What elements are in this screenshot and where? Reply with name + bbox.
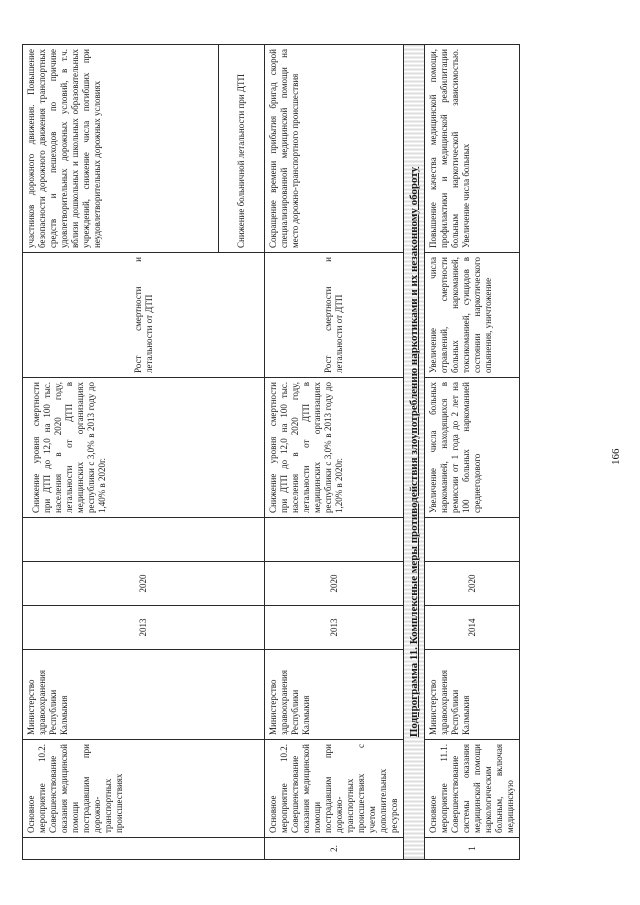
table-row: [265, 45, 404, 860]
cell-executor: Министерство здравоохранения Республики Калмыкия: [425, 650, 520, 740]
cell-indicators: участников дорожного движения. Повышение безопасности дорожного движения транспортных средств и пешеходов по причине удовлетворительных дорожных условий, в т.ч. вблизи дошкольных и школьных образовательных учреждений, снижение числа погибших при неудовлетворительных дорожных условиях: [23, 45, 219, 253]
subprogram-row: [404, 45, 425, 860]
cell-num: 2.: [265, 838, 404, 860]
cell-consequences: Увеличение числа отравлений, смертности больных наркоманией, токсикоманией, суицидов в состоянии наркотического опьянения, уничтожение: [425, 253, 520, 378]
cell-executor: Министерство здравоохранения Республики Калмыкия: [23, 650, 265, 740]
cell-measure: Основное мероприятие 10.2. Совершенствование оказания медицинской помощи пострадавшим при дорожно-транспортных происшествиях с учетом дополнительных ресурсов: [265, 740, 404, 838]
cell-consequences: Рост смертности и летальности от ДТП: [265, 253, 404, 378]
cell-start-year: 2014: [425, 606, 520, 650]
cell-expected-result: Увеличение числа больных наркоманией, находящихся в ремиссии от 1 года до 2 лет на 100 больных наркоманией среднегодового: [425, 378, 520, 518]
cell-expected-result: Снижение уровня смертности при ДТП до 12,0 на 100 тыс. населения в 2020 году, летальности от ДТП в медицинских организациях республики с 3,0% в 2013 году до 1,40% в 2020г.: [23, 378, 265, 518]
table-row: [23, 45, 219, 860]
cell-end-year: 2020: [425, 562, 520, 606]
cell-expected-result: Снижение уровня смертности при ДТП до 12,0 на 100 тыс. населения в 2020 году, летальности от ДТП в медицинских организациях республики с 3,0% в 2013 году до 1,20% в 2020г.: [265, 378, 404, 518]
cell-blank: [425, 518, 520, 562]
cell-num: 1: [425, 838, 520, 860]
cell-blank: [265, 518, 404, 562]
cell-blank: [23, 518, 265, 562]
cell-measure: Основное мероприятие 10.2. Совершенствование оказания медицинской помощи пострадавшим при дорожно-транспортных происшествиях: [23, 740, 265, 838]
cell-end-year: 2020: [265, 562, 404, 606]
cell-end-year: 2020: [23, 562, 265, 606]
cell-measure: Основное мероприятие 11.1. Совершенствование системы оказания медицинской помощи наркологическим больным, включая медицинскую: [425, 740, 520, 838]
program-measures-table: [22, 44, 520, 860]
cell-indicators: Снижение больничной летальности при ДТП: [219, 45, 265, 253]
cell-executor: Министерство здравоохранения Республики Калмыкия: [265, 650, 404, 740]
subprogram-title: Подпрограмма 11. Комплексные меры противодействия злоупотреблению наркотиками и их незаконному обороту: [404, 45, 425, 860]
cell-num: [23, 838, 265, 860]
cell-indicators: Повышение качества медицинской помощи, профилактики и медицинской реабилитации больным наркотической зависимостью. Увеличение числа больных: [425, 45, 520, 253]
cell-start-year: 2013: [265, 606, 404, 650]
cell-indicators: Сокращение времени прибытия бригад скорой специализированной медицинской помощи на место дорожно-транспортного происшествия: [265, 45, 404, 253]
table-row: [425, 45, 520, 860]
page-number: 166: [610, 448, 622, 465]
cell-consequences: Рост смертности и летальности от ДТП: [23, 253, 265, 378]
cell-start-year: 2013: [23, 606, 265, 650]
